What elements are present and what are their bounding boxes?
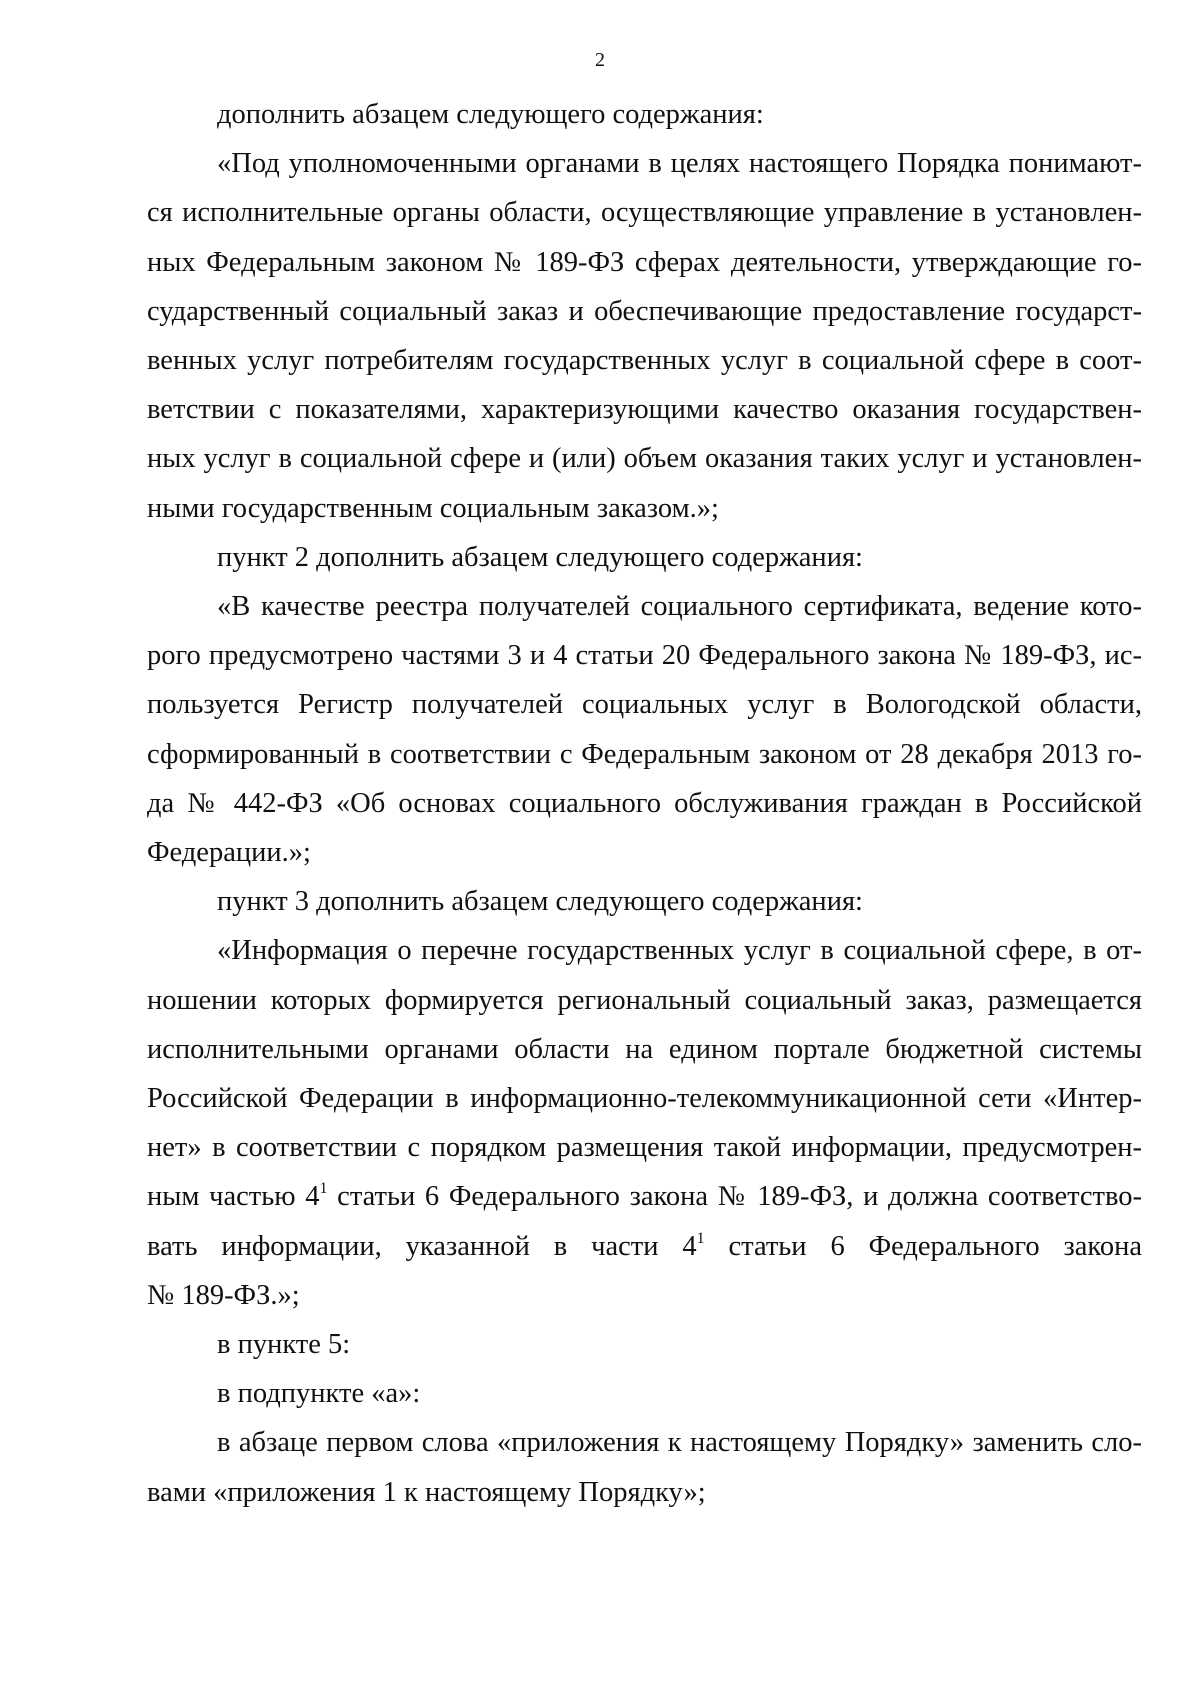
paragraph xyxy=(147,582,1142,877)
text-line: рого предусмотрено частями 3 и 4 статьи 20 Федерального закона № 189-ФЗ, ис- xyxy=(147,640,1142,672)
text-line: Российской Федерации в информационно-телекоммуникационной сети «Интер- xyxy=(147,1083,1142,1115)
paragraph xyxy=(147,1418,1142,1516)
text-line: пункт 3 дополнить абзацем следующего содержания: xyxy=(217,886,863,918)
text-line: нет» в соответствии с порядком размещения такой информации, предусмотрен- xyxy=(147,1132,1142,1164)
text-line: ными государственным социальным заказом.»; xyxy=(147,492,719,524)
text-line: ным частью $4^1$ статьи 6 Федерального закона № 189-ФЗ, и должна соответство- xyxy=(147,1180,1143,1213)
paragraph xyxy=(147,1320,1142,1369)
text-line: в подпункте «а»: xyxy=(217,1378,421,1410)
paragraph xyxy=(147,926,1142,1320)
paragraph xyxy=(147,877,1142,926)
text-line: «Информация о перечне государственных услуг в социальной сфере, в от- xyxy=(217,935,1142,967)
text-line: ношении которых формируется региональный социальный заказ, размещается xyxy=(147,984,1142,1016)
text-line: исполнительными органами области на едином портале бюджетной системы xyxy=(147,1033,1142,1065)
text-line: в пункте 5: xyxy=(217,1329,351,1361)
text-line: ных Федеральным законом № 189-ФЗ сферах деятельности, утверждающие го- xyxy=(147,246,1142,278)
text-line: да № 442-ФЗ «Об основах социального обслуживания граждан в Российской xyxy=(147,787,1142,819)
text-line: сформированный в соответствии с Федеральным законом от 28 декабря 2013 го- xyxy=(147,738,1142,770)
paragraph xyxy=(147,533,1142,582)
text-line: сударственный социальный заказ и обеспечивающие предоставление государст- xyxy=(147,295,1142,327)
text-line: вать информации, указанной в части $4^1$ статьи 6 Федерального закона xyxy=(147,1229,1142,1262)
text-line: «Под уполномоченными органами в целях настоящего Порядка понимают- xyxy=(217,148,1142,180)
text-line: Федерации.»; xyxy=(147,837,311,869)
text-line: ных услуг в социальной сфере и (или) объем оказания таких услуг и установлен- xyxy=(147,443,1142,475)
text-line: дополнить абзацем следующего содержания: xyxy=(217,99,764,130)
text-line: венных услуг потребителям государственных услуг в социальной сфере в соот- xyxy=(147,345,1142,377)
text-line: пункт 2 дополнить абзацем следующего содержания: xyxy=(217,541,863,573)
document-body xyxy=(147,90,1142,1517)
text-line: вами «приложения 1 к настоящему Порядку»; xyxy=(147,1476,706,1508)
page-number: 2 xyxy=(595,49,605,71)
paragraph xyxy=(147,139,1142,533)
text-line: ся исполнительные органы области, осуществляющие управление в установлен- xyxy=(147,197,1142,229)
text-line: № 189-ФЗ.»; xyxy=(147,1279,300,1311)
text-line: в абзаце первом слова «приложения к настоящему Порядку» заменить сло- xyxy=(217,1427,1142,1459)
text-line: «В качестве реестра получателей социального сертификата, ведение кото- xyxy=(217,591,1142,623)
text-line: пользуется Регистр получателей социальных услуг в Вологодской области, xyxy=(147,689,1142,721)
text-line: ветствии с показателями, характеризующими качество оказания государствен- xyxy=(147,394,1142,426)
paragraph xyxy=(147,1369,1142,1418)
paragraph xyxy=(147,90,1142,139)
